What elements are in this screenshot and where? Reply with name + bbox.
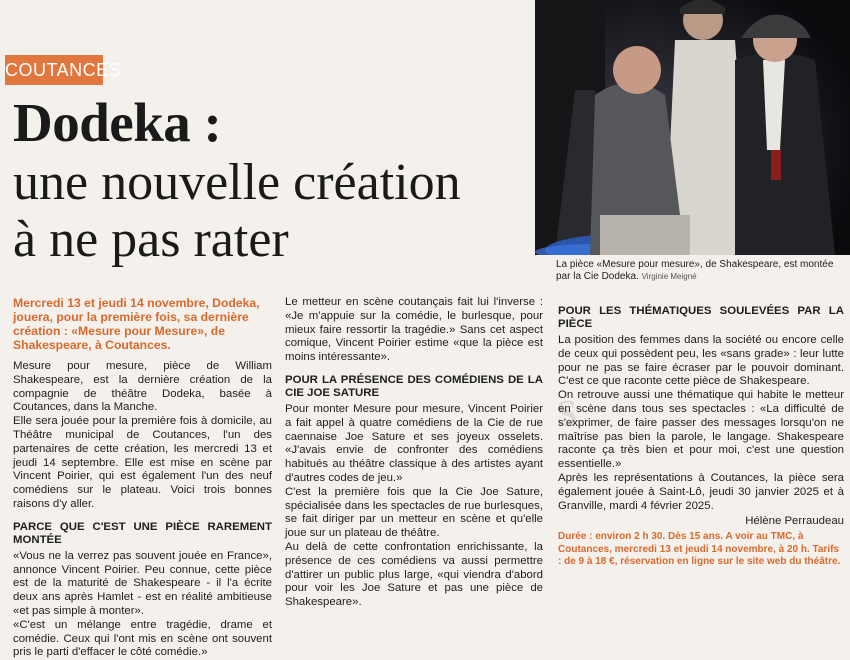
subheading-3: POUR LES THÉMATIQUES SOULEVÉES PAR LA PIÈCE — [558, 305, 844, 330]
caption-text: La pièce «Mesure pour mesure», de Shakespeare, est montée par la Cie Dodeka. — [556, 259, 834, 282]
subheading-1: PARCE QUE C'EST UNE PIÈCE RAREMENT MONTÉE — [13, 520, 272, 546]
article-photo — [535, 0, 850, 255]
paragraph-9: La position des femmes dans la société ou encore celle de ceux qui possèdent peu, les «sans grade» : leur lutte pour ne pas se faire écraser par le pouvoir dominant. C'est ce que raconte cette pièce de Shakespeare. — [558, 334, 844, 388]
column-3 — [558, 296, 844, 568]
background-bleed-through: S — [556, 393, 578, 435]
headline-line-1: Dodeka : — [13, 92, 222, 153]
paragraph-4: «C'est un mélange entre tragédie, drame et comédie. Ceux qui l'ont mis en scène ont souvent pris le parti d'effacer le côté comédie.» — [13, 618, 272, 659]
author-signature: Hélène Perraudeau — [745, 515, 844, 528]
photo-caption — [556, 259, 841, 283]
section-tag: COUTANCES — [5, 55, 103, 85]
paragraph-2: Elle sera jouée pour la première fois à domicile, au Théâtre municipal de Coutances, l'un des partenaires de cette création, les mercredi 13 et jeudi 14 septembre. Elle est mise en scène par Vincent Poirier, qui est également l'un des neuf comédiens sur le plateau. Voici trois bonnes raisons d'y aller. — [13, 415, 272, 510]
paragraph-1: Mesure pour mesure, pièce de William Shakespeare, est la dernière création de la compagnie de théâtre Dodeka, basée à Coutances, dans la Manche. — [13, 360, 272, 414]
paragraph-10: On retrouve aussi une thématique qui habite le metteur en scène dans tous ses spectacles : «La difficulté de s'exprimer, de faire passer des messages lorsqu'on ne maîtrise pas bien la parole, le langage. Shakespeare raconte ça très bien et pour moi, c'est une question essentielle.» — [558, 389, 844, 471]
paragraph-6: Pour monter Mesure pour mesure, Vincent Poirier a fait appel à quatre comédiens de la Cie de rue caennaise Joe Sature et ses joyeux osselets. «J'avais envie de confronter des comédiens habitués au théâtre classique à des artistes ayant d'autres codes de jeu.» — [285, 402, 543, 484]
headline-line-3: à ne pas rater — [13, 211, 289, 268]
lede: Mercredi 13 et jeudi 14 novembre, Dodeka, jouera, pour la première fois, sa dernière création : «Mesure pour Mesure», de Shakespeare, à Coutances. — [13, 296, 260, 352]
practical-info: Durée : environ 2 h 30. Dès 15 ans. A voir au TMC, à Coutances, mercredi 13 et jeudi 14 novembre, à 20 h. Tarifs : de 9 à 18 €, réservation en ligne sur le site web du théâtre. — [558, 531, 841, 567]
paragraph-7: C'est la première fois que la Cie Joe Sature, spécialisée dans les spectacles de rue burlesques, se fait diriger par un metteur en scène et qu'elle joue sur un plateau de théâtre. — [285, 485, 543, 540]
column-1 — [13, 296, 272, 660]
subheading-2: POUR LA PRÉSENCE DES COMÉDIENS DE LA CIE JOE SATURE — [285, 373, 543, 399]
headline-line-2: une nouvelle création — [13, 154, 461, 211]
headline — [13, 92, 533, 268]
paragraph-5: Le metteur en scène coutançais fait lui l'inverse : «Je m'appuie sur la comédie, le burlesque, pour mieux faire ressortir la tragédie.» Sans cet aspect comique, Vincent Poirier estime «que la pièce est moins intéressante». — [285, 296, 543, 364]
column-2 — [285, 296, 543, 610]
paragraph-11: Après les représentations à Coutances, la pièce sera également jouée à Saint-Lô, jeudi 30 janvier 2025 et à Granville, mardi 4 février 2025. — [558, 471, 844, 512]
paragraph-8: Au delà de cette confrontation enrichissante, la présence de ces comédiens va aussi permettre d'attirer un public plus large, «qui viendra d'abord pour voir les Joe Sature et pas une pièce de Shakespeare». — [285, 540, 543, 609]
paragraph-3: «Vous ne la verrez pas souvent jouée en France», annonce Vincent Poirier. Peu connue, cette pièce est de la maturité de Shakespeare - il l'a écrite deux ans après Hamlet - est en réalité ambitieuse «et pas simple à monter». — [13, 549, 272, 617]
photo-credit: Virginie Meigné — [641, 272, 697, 281]
photo-illustration — [535, 0, 850, 255]
